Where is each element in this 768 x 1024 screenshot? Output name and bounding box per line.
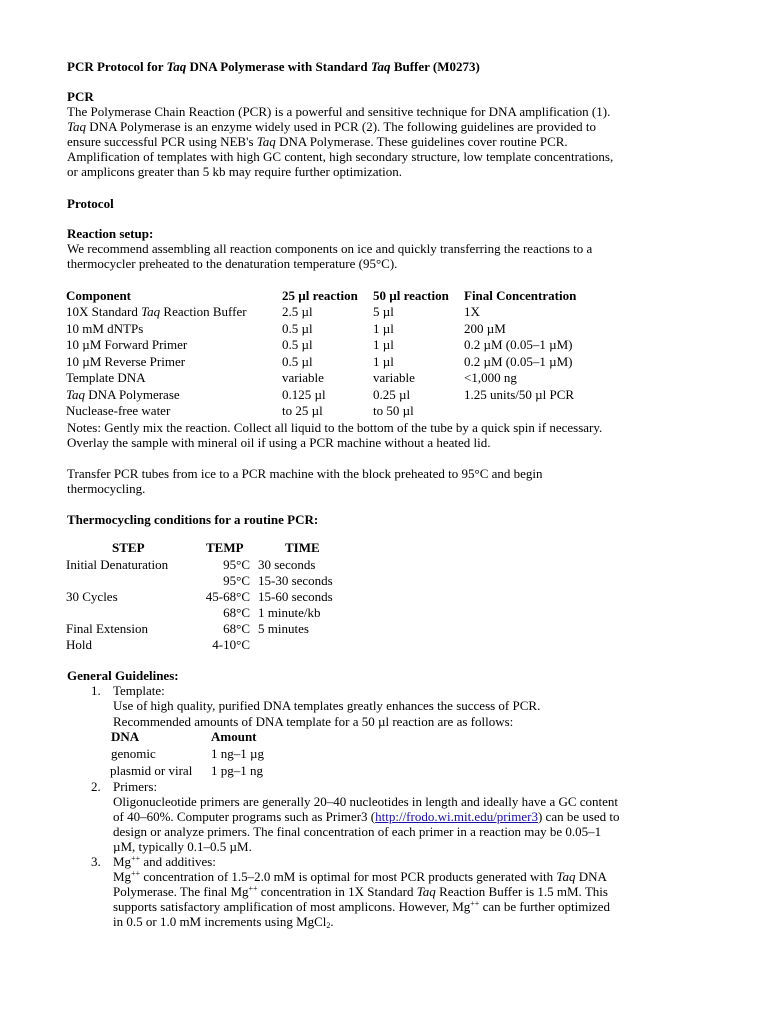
table-cell: 0.25 µl (373, 386, 411, 402)
intro-paragraph (67, 104, 727, 179)
table-header: Final Concentration (464, 288, 577, 303)
table-cell: 1 minute/kb (258, 605, 321, 620)
template-title: Template: (113, 683, 165, 698)
table-cell: 0.125 µl (282, 386, 326, 402)
intro-line: ensure successful PCR using NEB's Taq DNA Polymerase. These guidelines cover routine PCR. (67, 134, 568, 149)
table-cell: 1 µl (373, 353, 394, 369)
table-cell: 1 µl (373, 320, 394, 336)
protocol-heading: Protocol (67, 196, 114, 211)
table-cell: 68°C (223, 605, 250, 620)
table-cell: variable (282, 370, 324, 385)
table-cell: 0.5 µl (282, 353, 313, 369)
vol50-column (373, 304, 415, 420)
notes-paragraph: Notes: Gently mix the reaction. Collect all liquid to the bottom of the tube by a quick spin if necessary. Overlay the sample with mineral oil if using a PCR machine without a heated lid. (67, 420, 603, 450)
intro-line: Taq DNA Polymerase is an enzyme widely used in PCR (2). The following guidelines are provided to (67, 119, 596, 134)
vol25-column (282, 304, 326, 420)
table-cell (66, 605, 168, 621)
intro-line: The Polymerase Chain Reaction (PCR) is a powerful and sensitive technique for DNA amplification (1). (67, 104, 611, 119)
mg-line: supports satisfactory amplification of most amplicons. However, Mg++ can be further optimized (113, 899, 610, 914)
step-column (66, 557, 168, 653)
primers-line: µM, typically 0.1–0.5 µM. (113, 839, 252, 854)
transfer-paragraph: Transfer PCR tubes from ice to a PCR machine with the block preheated to 95°C and begin thermocycling. (67, 466, 543, 496)
intro-line: or amplicons greater than 5 kb may require further optimization. (67, 164, 402, 179)
table-cell: 5 minutes (258, 621, 309, 636)
mg-line: Mg++ concentration of 1.5–2.0 mM is optimal for most PCR products generated with Taq DNA (113, 869, 607, 884)
table-cell: Hold (66, 637, 92, 652)
table-cell: 4-10°C (212, 637, 250, 652)
table-cell: <1,000 ng (464, 370, 517, 385)
dna-type: plasmid or viral (110, 763, 193, 778)
reaction-setup-paragraph: We recommend assembling all reaction components on ice and quickly transferring the reactions to a thermocycler preheated to the denaturation temperature (95°C). (67, 241, 593, 271)
primers-line: of 40–60%. Computer programs such as Primer3 (http://frodo.wi.mit.edu/primer3) can be used to (113, 809, 620, 824)
template-line: Recommended amounts of DNA template for a 50 µl reaction are as follows: (113, 714, 514, 729)
table-cell (66, 573, 168, 589)
amount-header: Amount (211, 729, 257, 744)
table-cell (258, 637, 333, 653)
table-cell: Final Extension (66, 621, 148, 636)
table-cell: Template DNA (66, 370, 146, 385)
intro-line: Amplification of templates with high GC content, high secondary structure, low template concentrations, (67, 149, 614, 164)
table-cell: 200 µM (464, 320, 506, 336)
table-header: 25 µl reaction (282, 288, 358, 303)
dna-type: genomic (111, 746, 156, 761)
template-line: Use of high quality, purified DNA templates greatly enhances the success of PCR. (113, 698, 541, 713)
primers-line: design or analyze primers. The final concentration of each primer in a reaction may be 0.05–1 (113, 824, 602, 839)
table-cell: 10 µM Reverse Primer (66, 353, 186, 369)
component-column (66, 304, 247, 420)
primers-line: Oligonucleotide primers are generally 20–40 nucleotides in length and ideally have a GC content (113, 794, 619, 809)
table-header: TIME (285, 540, 320, 555)
table-cell: Nuclease-free water (66, 403, 171, 418)
table-header: STEP (112, 540, 145, 555)
temp-column (198, 557, 250, 653)
table-cell: 1.25 units/50 µl PCR (464, 386, 575, 402)
table-cell: 95°C (223, 557, 250, 572)
list-number: 2. (91, 779, 101, 794)
table-cell: variable (373, 370, 415, 385)
table-cell: 45-68°C (205, 589, 250, 604)
table-cell: 68°C (223, 621, 250, 636)
table-header: TEMP (206, 540, 244, 555)
table-cell: 95°C (223, 573, 250, 588)
table-cell (464, 403, 574, 420)
dna-header: DNA (111, 729, 140, 744)
table-cell: to 25 µl (282, 403, 323, 418)
table-cell: 0.5 µl (282, 337, 313, 352)
mg-title: Mg++ and additives: (113, 854, 216, 869)
table-cell: 10 µM Forward Primer (66, 337, 188, 352)
table-cell: 10 mM dNTPs (66, 320, 144, 336)
table-cell: 0.2 µM (0.05–1 µM) (464, 353, 573, 369)
list-number: 3. (91, 854, 101, 869)
table-cell: 1 µl (373, 337, 394, 352)
table-header: Component (66, 288, 132, 303)
thermocycling-heading: Thermocycling conditions for a routine PCR: (67, 512, 319, 527)
table-cell: 30 Cycles (66, 589, 118, 604)
mg-line: Polymerase. The final Mg++ concentration in 1X Standard Taq Reaction Buffer is 1.5 mM. This (113, 884, 608, 899)
table-cell: to 50 µl (373, 403, 414, 418)
table-cell: 0.5 µl (282, 320, 313, 336)
table-cell: Initial Denaturation (66, 557, 169, 572)
document-title: PCR Protocol for Taq DNA Polymerase with Standard Taq Buffer (M0273) (67, 59, 480, 74)
list-number: 1. (91, 683, 101, 698)
pcr-heading: PCR (67, 89, 94, 104)
table-cell: 30 seconds (258, 557, 316, 572)
guidelines-heading: General Guidelines: (67, 668, 179, 683)
dna-amount: 1 ng–1 µg (211, 746, 264, 761)
primers-title: Primers: (113, 779, 158, 794)
primer3-link[interactable]: http://frodo.wi.mit.edu/primer3 (375, 809, 538, 824)
table-cell: 2.5 µl (282, 304, 313, 319)
table-cell: 1X (464, 304, 480, 319)
table-header: 50 µl reaction (373, 288, 449, 303)
table-cell: 5 µl (373, 304, 394, 319)
table-cell: 15-30 seconds (258, 573, 333, 588)
mg-line: in 0.5 or 1.0 mM increments using MgCl$_2$. (113, 914, 334, 930)
table-cell: 0.2 µM (0.05–1 µM) (464, 337, 573, 352)
table-cell: Taq DNA Polymerase (66, 386, 180, 402)
dna-amount: 1 pg–1 ng (211, 763, 263, 778)
time-column (258, 557, 333, 653)
table-cell: 10X Standard Taq Reaction Buffer (66, 304, 247, 319)
reaction-setup-heading: Reaction setup: (67, 226, 154, 241)
final-concentration-column (464, 304, 574, 420)
table-cell: 15-60 seconds (258, 589, 333, 604)
